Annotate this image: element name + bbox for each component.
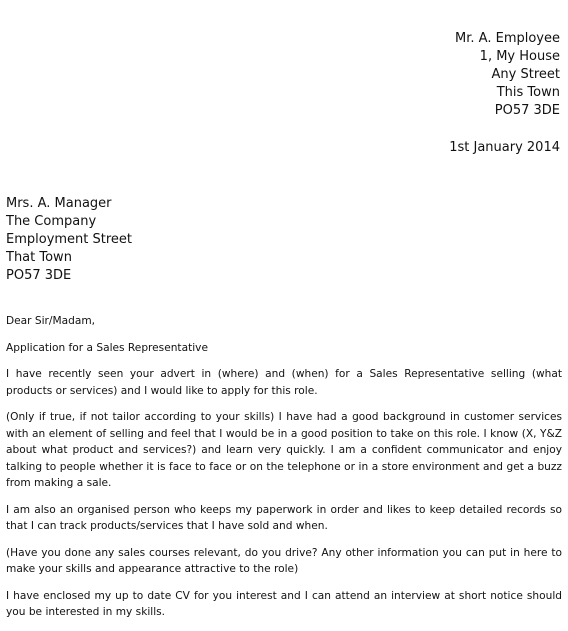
recipient-street: Employment Street	[6, 232, 133, 247]
letter-body	[6, 313, 562, 631]
letter-date: 1st January 2014	[449, 140, 560, 155]
sender-postcode: PO57 3DE	[494, 103, 560, 118]
subject-line: Application for a Sales Representative	[6, 341, 208, 354]
sender-address	[455, 30, 560, 120]
recipient-postcode: PO57 3DE	[6, 268, 72, 283]
paragraph-background: (Only if true, if not tailor according to your skills) I have had a good background in customer services with an element of selling and feel that I would be in a good position to take on this role. I know (X, Y&Z about what product and services?) and learn very quickly. I am a confident communicator and enjoy talking to people whether it is face to face or on the telephone or in a store environment and get a buzz from making a sale.	[6, 411, 562, 489]
salutation: Dear Sir/Madam,	[6, 315, 96, 327]
paragraph-organised: I am also an organised person who keeps my paperwork in order and likes to keep detailed records so that I can track products/services that I have sold and when.	[6, 503, 562, 532]
recipient-name: Mrs. A. Manager	[6, 196, 112, 211]
paragraph-closing: I have enclosed my up to date CV for you interest and I can attend an interview at short notice should you be interested in my skills.	[6, 589, 562, 618]
paragraph-intro: I have recently seen your advert in (where) and (when) for a Sales Representative selling (what products or services) and I would like to apply for this role.	[6, 368, 562, 397]
recipient-address	[6, 195, 132, 285]
recipient-company: The Company	[6, 214, 97, 229]
sender-town: This Town	[496, 85, 560, 100]
paragraph-extra-info: (Have you done any sales courses relevant, do you drive? Any other information you can put in here to make your skills and appearance attractive to the role)	[6, 546, 562, 575]
sender-name: Mr. A. Employee	[455, 31, 560, 46]
recipient-town: That Town	[6, 250, 72, 265]
sender-address-line-1: 1, My House	[479, 49, 560, 64]
sender-address-line-2: Any Street	[491, 67, 560, 82]
